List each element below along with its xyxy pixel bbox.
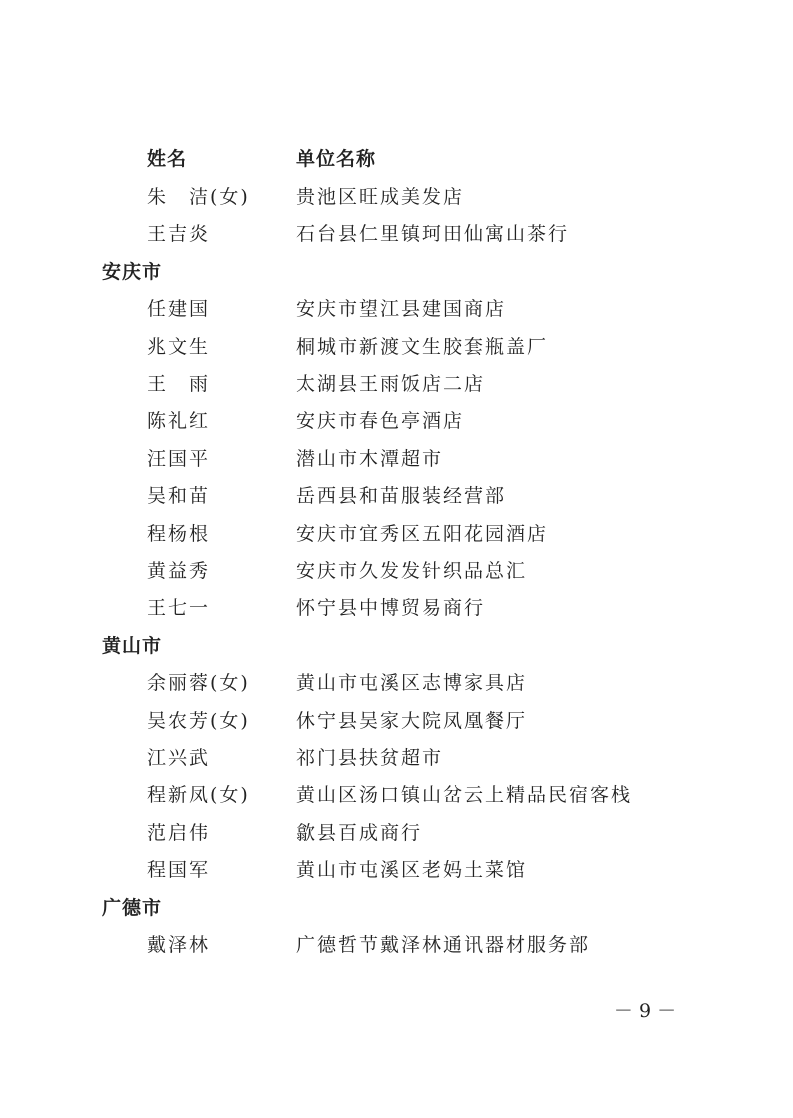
- unit-name: 安庆市宜秀区五阳花园酒店: [296, 522, 549, 545]
- header-name: 姓名: [147, 148, 188, 170]
- unit-name: 安庆市春色亭酒店: [296, 410, 465, 433]
- person-name: 余丽蓉(女): [147, 672, 250, 695]
- person-name: 陈礼红: [147, 410, 211, 433]
- page-number: － 9 －: [613, 1000, 677, 1022]
- list-item: [0, 818, 793, 848]
- list-item: [0, 406, 793, 436]
- person-name: 任建国: [147, 298, 211, 321]
- city-heading-row: [0, 631, 793, 661]
- unit-name: 桐城市新渡文生胶套瓶盖厂: [296, 335, 549, 358]
- person-name: 程新凤(女): [147, 784, 250, 807]
- list-item: [0, 930, 793, 960]
- header-unit: 单位名称: [296, 148, 377, 170]
- unit-name: 安庆市望江县建国商店: [296, 298, 507, 321]
- unit-name: 怀宁县中博贸易商行: [296, 597, 486, 620]
- person-name: 朱 洁(女): [147, 186, 250, 208]
- city-heading: 安庆市: [102, 260, 163, 283]
- list-item: [0, 444, 793, 474]
- unit-name: 黄山市屯溪区老妈土菜馆: [296, 859, 528, 882]
- unit-name: 贵池区旺成美发店: [296, 186, 465, 208]
- unit-name: 石台县仁里镇珂田仙寓山茶行: [296, 223, 570, 246]
- person-name: 王吉炎: [147, 223, 211, 246]
- unit-name: 太湖县王雨饭店二店: [296, 373, 486, 395]
- list-item: [0, 294, 793, 324]
- person-name: 吴农芳(女): [147, 709, 250, 732]
- list-item: [0, 706, 793, 736]
- list-item: [0, 780, 793, 810]
- unit-name: 黄山区汤口镇山岔云上精品民宿客栈: [296, 784, 633, 807]
- list-item: [0, 855, 793, 885]
- list-item: [0, 519, 793, 549]
- unit-name: 潜山市木潭超市: [296, 447, 444, 470]
- city-heading: 广德市: [102, 896, 163, 919]
- unit-name: 安庆市久发发针织品总汇: [296, 560, 528, 582]
- person-name: 王 雨: [147, 373, 211, 395]
- person-name: 黄益秀: [147, 560, 211, 582]
- list-item: [0, 369, 793, 399]
- person-name: 吴和苗: [147, 485, 211, 508]
- city-heading: 黄山市: [102, 634, 163, 657]
- person-name: 汪国平: [147, 447, 211, 470]
- list-item: [0, 182, 793, 212]
- person-name: 王七一: [147, 597, 211, 620]
- table-header: [0, 144, 793, 174]
- person-name: 兆文生: [147, 335, 211, 358]
- list-item: [0, 668, 793, 698]
- list-item: [0, 593, 793, 623]
- list-item: [0, 481, 793, 511]
- city-heading-row: [0, 893, 793, 923]
- unit-name: 广德哲节戴泽林通讯器材服务部: [296, 934, 591, 956]
- list-item: [0, 219, 793, 249]
- person-name: 戴泽林: [147, 934, 211, 956]
- unit-name: 岳西县和苗服装经营部: [296, 485, 507, 508]
- person-name: 程杨根: [147, 522, 211, 545]
- unit-name: 黄山市屯溪区志博家具店: [296, 672, 528, 695]
- list-item: [0, 556, 793, 586]
- city-heading-row: [0, 257, 793, 287]
- unit-name: 祁门县扶贫超市: [296, 747, 444, 769]
- person-name: 程国军: [147, 859, 211, 882]
- person-name: 江兴武: [147, 747, 211, 769]
- unit-name: 歙县百成商行: [296, 821, 423, 844]
- unit-name: 休宁县吴家大院凤凰餐厅: [296, 709, 528, 732]
- person-name: 范启伟: [147, 821, 211, 844]
- list-item: [0, 743, 793, 773]
- list-item: [0, 332, 793, 362]
